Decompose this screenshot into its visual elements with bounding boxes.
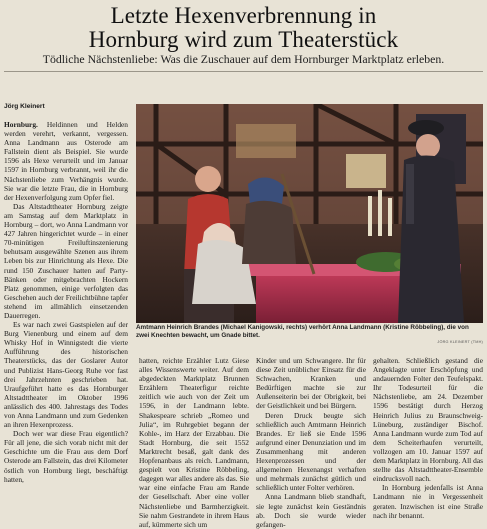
theater-scene-image bbox=[136, 104, 483, 323]
headline-divider bbox=[4, 71, 483, 72]
article-subheadline: Tödliche Nächstenliebe: Was die Zuschauer auf dem Hornburger Marktplatz erleben. bbox=[42, 52, 445, 66]
author-byline: Jörg Kleinert bbox=[4, 103, 45, 110]
paragraph: Kinder und um Schwangere. Ihr für diese Zeit unüblicher Einsatz für die Schwachen, Kranken und Bedürftigen machte sie zur Außenseiterin bei der Obrigkeit, bei der Geistlichkeit und bei Bürgern. bbox=[256, 356, 366, 411]
article-column-4 bbox=[373, 356, 483, 520]
dateline: Hornburg. bbox=[4, 120, 38, 129]
paragraph: In Hornburg jedenfalls ist Anna Landmann nie in Vergessenheit geraten. Inzwischen ist eine Straße nach ihr benannt. bbox=[373, 483, 483, 520]
paragraph-text: Heldinnen und Helden werden verehrt, verkannt, vergessen. Anna Landmann aus Osterode am Fallstein dient als Beispiel. Sie wurde 1596 als Hexe verurteilt und im Januar 1597 in Hornburg verbrannt, weil ihr die Nächstenliebe zum Verhängnis wurde. Sie war die letzte Frau, die in Hornburg der Hexenverfolgung zum Opfer fiel. bbox=[4, 120, 128, 202]
paragraph: Doch wer war diese Frau eigentlich? Für all jene, die sich vorab nicht mit der Geschichte um die Frau aus dem Dorf Osterode am Fallstein, das drei Kilometer östlich von Hornburg liegt, beschäftigt hatten, bbox=[4, 429, 128, 484]
article-column-3 bbox=[256, 356, 366, 529]
paragraph bbox=[4, 120, 128, 202]
paragraph: Deren Druck beugte sich schließlich auch Amtmann Heinrich Brandes. Er ließ sie Ende 1596 aufgrund einer Denunziation und im Zusammenhang mit anderen Hexenprozessen und der allgemeinen Hexenangst verhaften und mehrmals zunächst gütlich und schließlich unter Folter verhören. bbox=[256, 410, 366, 493]
paragraph: Anna Landmann blieb standhaft, sie legte zunächst kein Geständnis ab. Doch sie wurde wieder gefangen- bbox=[256, 492, 366, 529]
caption-text: Amtmann Heinrich Brandes (Michael Kanigowski, rechts) verhört Anna Landmann (Kristine Röbbeling), die von zwei Knechten bewacht, um Gnade bittet. bbox=[136, 324, 469, 339]
paragraph: Das Altstadttheater Hornburg zeigte am Samstag auf dem Marktplatz in Hornburg – dort, wo Anna Landmann vor 427 Jahren hingerichtet wurde – in einer 70-minütigen Freiluftinszenierung behutsam ausgewählte Szenen aus ihrem Leben bis zur Hinrichtung als Hexe. Die rund 150 Zuschauer hatten auf Party-Bänken oder mitgebrachten Hockern Platz genommen, einige verfolgten das Geschehen auch der Freilichtbühne tapfer stehend im allmählich einsetzenden Dauerregen. bbox=[4, 201, 128, 320]
paragraph: Es war nach zwei Gastspielen auf der Burg Vienenburg und einem auf dem Whisky Hof in Winnigstedt die vierte Aufführung des historischen Theaterstücks, das der Goslarer Autor und Publizist Hans-Georg Ruhe vor fast drei Jahrzehnten geschrieben hat. Uraufgeführt hatte es das Hornburger Altstadttheater im Oktober 1996 anlässlich des 400. Jahrestags des Todes von Anna Landmann und zum Gedenken an ihren Hexenprozess. bbox=[4, 320, 128, 430]
article-photo bbox=[136, 104, 483, 323]
headline-line-1: Letzte Hexenverbrennung in bbox=[110, 3, 377, 28]
paragraph: gehalten. Schließlich gestand die Angeklagte unter Erschöpfung und andauernden Folter den Teufelspakt. Ihr Todesurteil für die Nächstenliebe, am 24. Dezember 1596 bestätigt durch Herzog Heinrich Julius zu Braunschweig-Lüneburg, zuständiger Bischof. Anna Landmann wurde zum Tod auf dem Scheiterhaufen verurteilt, vollzogen am 10. Januar 1597 auf dem Marktplatz in Hornburg. All das stellte das Altstadttheater-Ensemble eindrucksvoll nach. bbox=[373, 356, 483, 484]
photo-credit: JÖRG KLEINERT (TMH) bbox=[437, 340, 483, 344]
photo-caption bbox=[136, 324, 483, 339]
headline-line-2: Hornburg wird zum Theaterstück bbox=[88, 27, 399, 52]
article-headline bbox=[0, 4, 487, 52]
article-column-1 bbox=[4, 120, 128, 484]
paragraph: hatten, reichte Erzähler Lutz Giese alles Wissenswerte weiter. Auf dem abgedeckten Marktplatz Brunnen Erzählern Theaterfigur reichte zeitlich wie auch von der Zeit um 1596, in der Landmann lebte. Shakespeare schrieb „Romeo und Julia“, im Ruhrgebiet begann der Kohle-, im Harz der Erzabbau. Die Stadt Hornburg, die seit 1552 Marktrecht besaß, galt dank des Hopfenanbaus als reich. Landmann, gespielt von Kristine Röbbeling, dagegen war alles andere als das. Sie war eine einfache Frau am Rande der Gesellschaft. Aber eine voller Nächstenliebe und Barmherzigkeit. Sie nahm Gestrandete in ihrem Haus auf, kümmerte sich um bbox=[139, 356, 249, 529]
article-column-2 bbox=[139, 356, 249, 529]
